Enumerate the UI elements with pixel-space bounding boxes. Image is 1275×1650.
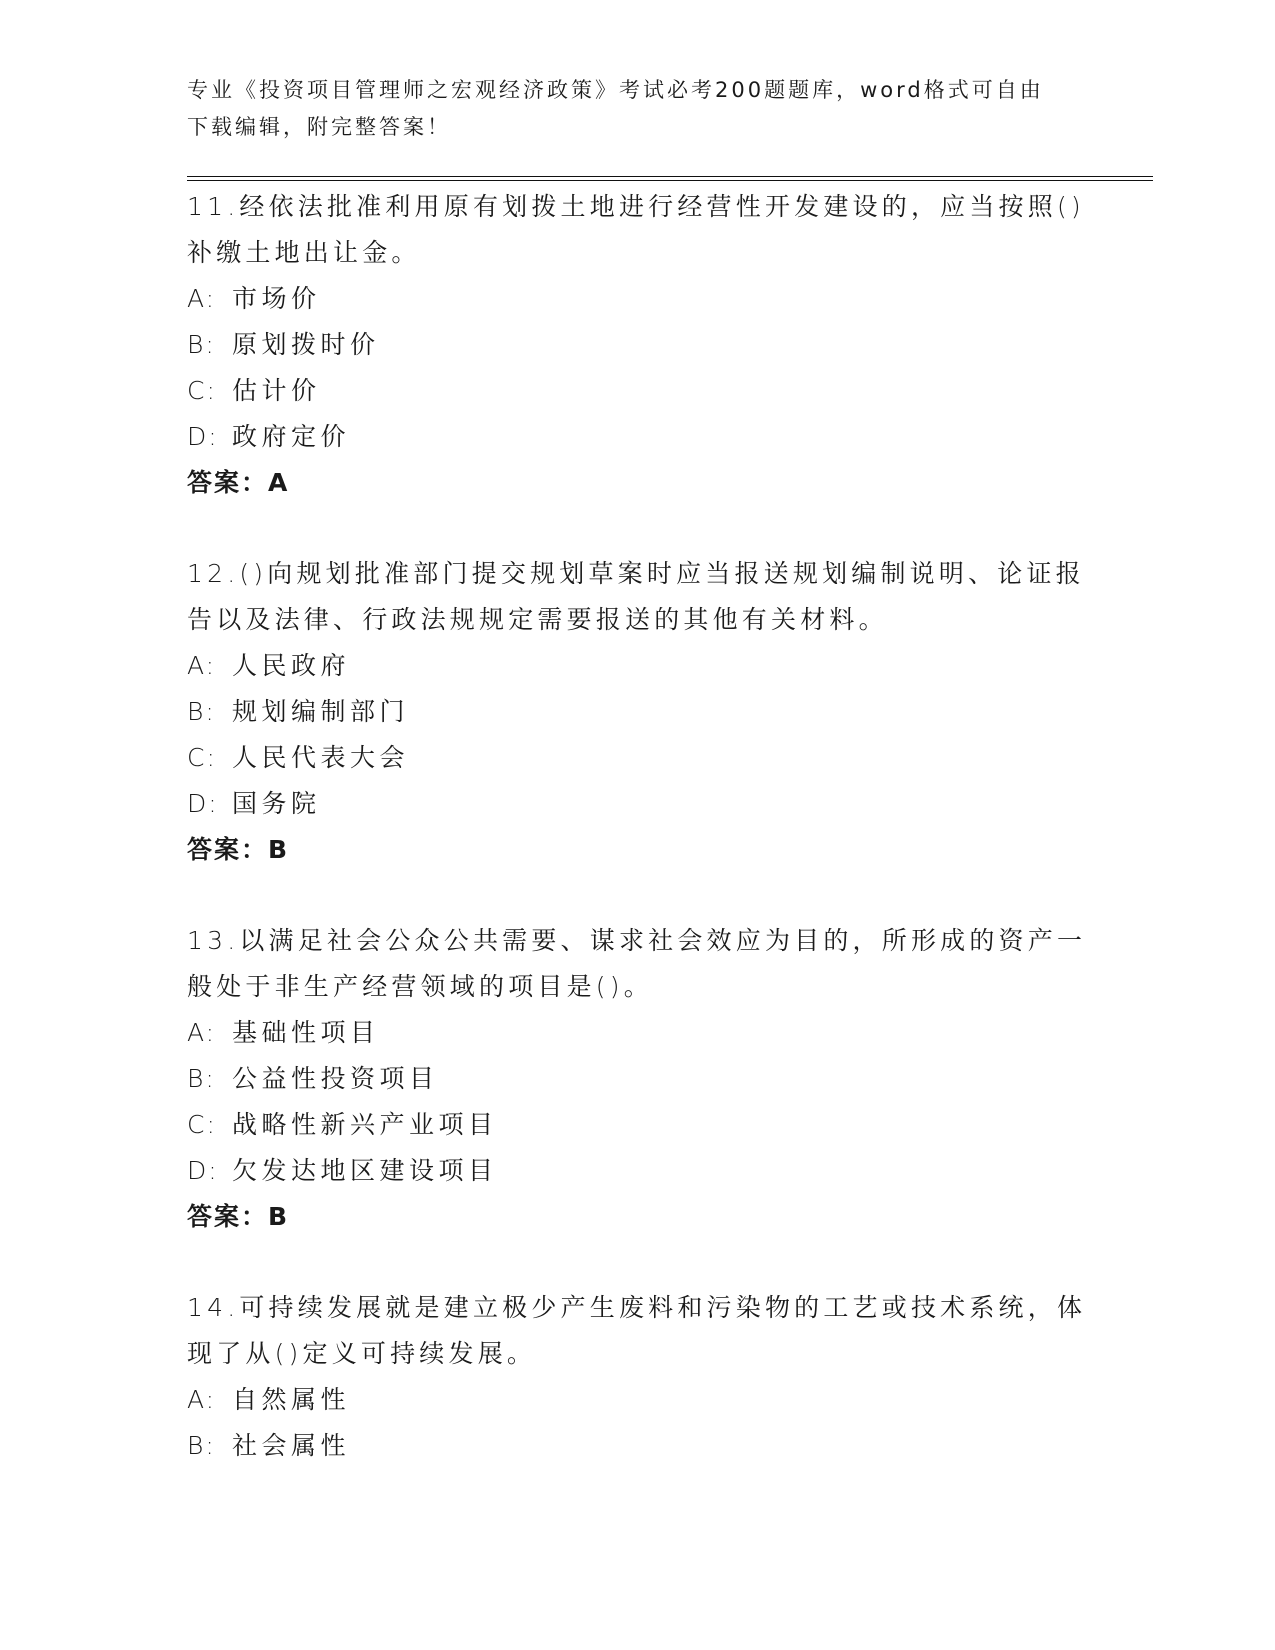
question-stem: 11.经依法批准利用原有划拨土地进行经营性开发建设的，应当按照()补缴土地出让金。	[187, 192, 1085, 267]
option-text: 公益性投资项目	[232, 1064, 439, 1093]
option-letter: C:	[187, 376, 217, 405]
option-text: 自然属性	[232, 1385, 351, 1414]
option-text: 国务院	[232, 789, 321, 818]
header-divider	[187, 176, 1153, 181]
question-12	[187, 551, 1087, 873]
option-letter: D:	[187, 1156, 219, 1185]
option-letter: B:	[187, 1064, 216, 1093]
question-11	[187, 184, 1087, 506]
option-text: 原划拨时价	[232, 330, 380, 359]
option-text: 人民代表大会	[232, 743, 410, 772]
option-letter: B:	[187, 330, 216, 359]
option-a	[187, 1010, 1087, 1056]
option-letter: D:	[187, 422, 219, 451]
option-b	[187, 1423, 1087, 1469]
option-c	[187, 368, 1087, 414]
header-line-1: 专业《投资项目管理师之宏观经济政策》考试必考200题题库，word格式可自由	[187, 78, 1044, 102]
option-letter: A:	[187, 1385, 217, 1414]
option-text: 市场价	[232, 284, 321, 313]
option-a	[187, 1377, 1087, 1423]
option-d	[187, 1148, 1087, 1194]
question-stem: 14.可持续发展就是建立极少产生废料和污染物的工艺或技术系统，体现了从()定义可持续发展。	[187, 1293, 1087, 1368]
option-text: 基础性项目	[232, 1018, 380, 1047]
option-text: 人民政府	[232, 651, 351, 680]
option-letter: A:	[187, 284, 217, 313]
option-d	[187, 781, 1087, 827]
option-c	[187, 1102, 1087, 1148]
option-text: 战略性新兴产业项目	[232, 1110, 498, 1139]
answer-label: 答案：B	[187, 835, 290, 864]
question-14	[187, 1285, 1087, 1469]
option-text: 欠发达地区建设项目	[232, 1156, 498, 1185]
option-a	[187, 643, 1087, 689]
question-stem: 13.以满足社会公众公共需要、谋求社会效应为目的，所形成的资产一般处于非生产经营领域的项目是()。	[187, 926, 1087, 1001]
option-b	[187, 689, 1087, 735]
option-letter: A:	[187, 651, 217, 680]
option-b	[187, 322, 1087, 368]
option-a	[187, 276, 1087, 322]
option-letter: C:	[187, 1110, 217, 1139]
option-letter: B:	[187, 1431, 216, 1460]
option-letter: A:	[187, 1018, 217, 1047]
option-letter: B:	[187, 697, 216, 726]
answer-label: 答案：A	[187, 468, 290, 497]
header-line-2: 下载编辑，附完整答案！	[187, 115, 451, 139]
option-letter: D:	[187, 789, 219, 818]
option-letter: C:	[187, 743, 217, 772]
option-text: 社会属性	[232, 1431, 351, 1460]
answer-label: 答案：B	[187, 1202, 290, 1231]
option-text: 政府定价	[232, 422, 351, 451]
option-b	[187, 1056, 1087, 1102]
question-stem: 12.()向规划批准部门提交规划草案时应当报送规划编制说明、论证报告以及法律、行政法规规定需要报送的其他有关材料。	[187, 559, 1085, 634]
option-d	[187, 414, 1087, 460]
document-header	[187, 72, 1077, 146]
option-text: 估计价	[232, 376, 321, 405]
option-c	[187, 735, 1087, 781]
question-13	[187, 918, 1087, 1240]
option-text: 规划编制部门	[232, 697, 410, 726]
